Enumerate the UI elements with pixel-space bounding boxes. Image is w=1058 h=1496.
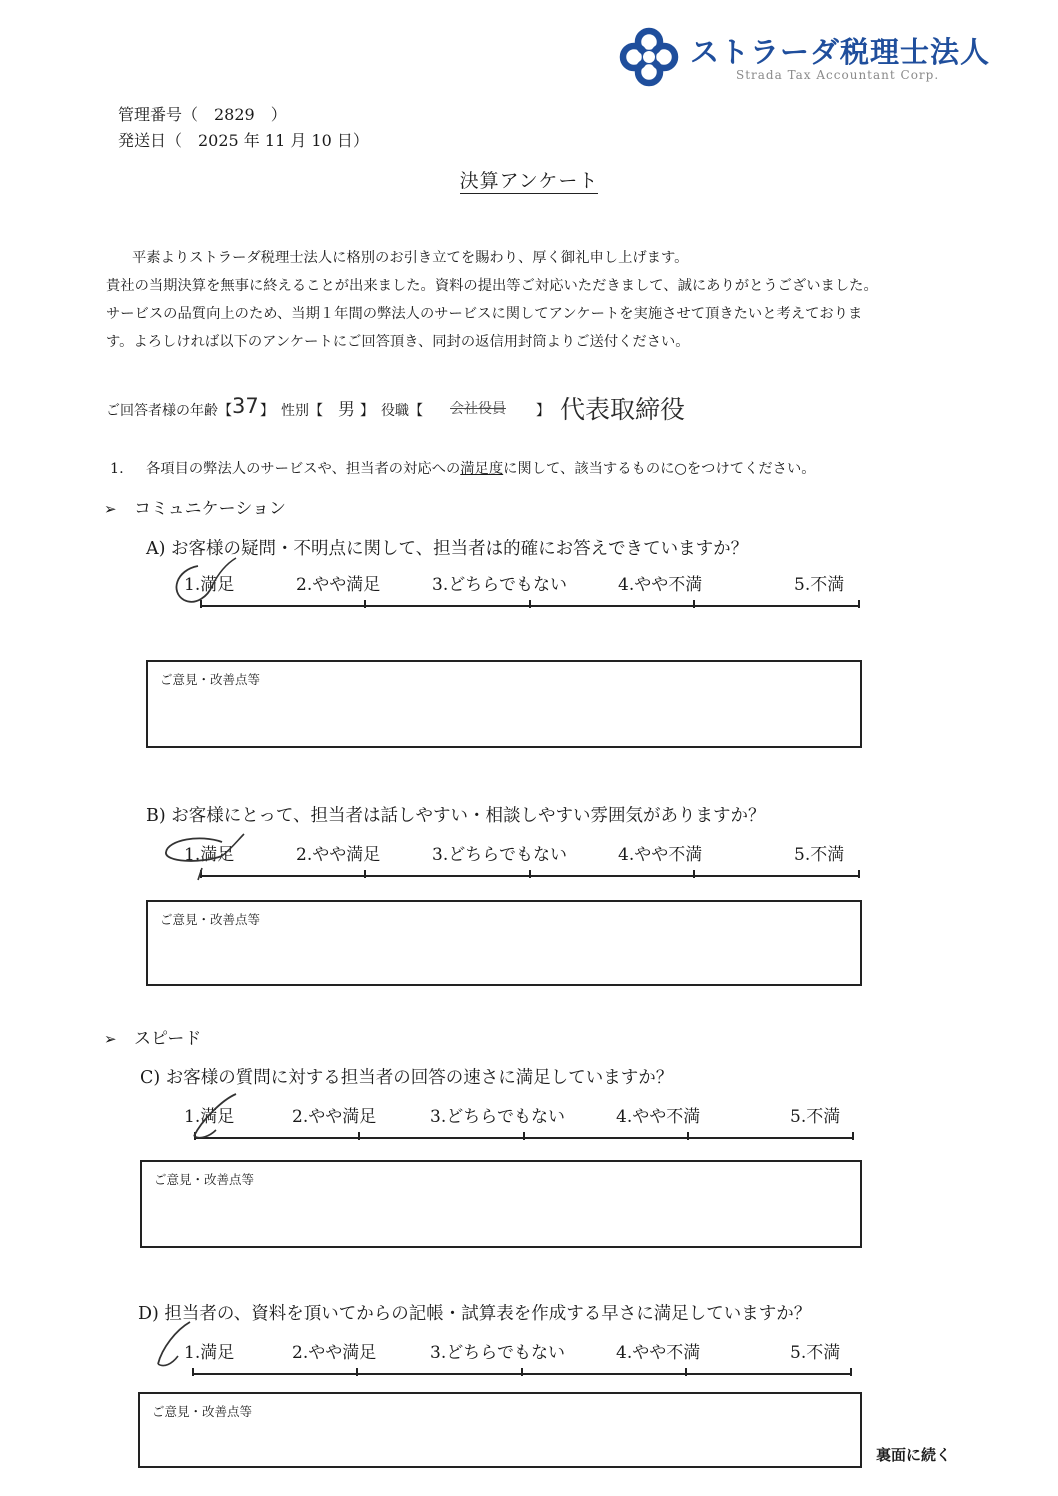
option-dissatisfied[interactable]: 5.不満: [794, 845, 845, 865]
option-neutral[interactable]: 3.どちらでもない: [432, 845, 568, 865]
rating-scale: [200, 600, 860, 612]
circle-mark-a: [168, 556, 258, 616]
option-satisfied[interactable]: 1.満足: [184, 575, 235, 595]
question-b: B) お客様にとって、担当者は話しやすい・相談しやすい雰囲気がありますか？: [146, 806, 766, 826]
option-somewhat-dissatisfied[interactable]: 4.やや不満: [616, 1107, 701, 1127]
page-title: 決算アンケート: [459, 170, 599, 192]
company-logo: [618, 24, 991, 88]
section-speed: ➢ スピード: [104, 1029, 202, 1049]
logo-subtitle: Strada Tax Accountant Corp.: [736, 68, 940, 82]
gender-value: 男: [338, 400, 355, 420]
option-somewhat-dissatisfied[interactable]: 4.やや不満: [618, 845, 703, 865]
arrow-icon: ➢: [104, 1030, 117, 1048]
age-value: 37: [232, 394, 259, 418]
respondent-info: [106, 392, 806, 432]
logo-icon: [618, 26, 680, 88]
option-somewhat-dissatisfied[interactable]: 4.やや不満: [618, 575, 703, 595]
age-label: ご回答者様の年齢【: [106, 403, 232, 419]
comment-box-c[interactable]: [140, 1160, 862, 1248]
intro-line: サービスの品質向上のため、当期１年間の弊法人のサービスに関してアンケートを実施させて頂きたいと考えておりま: [106, 306, 863, 322]
gender-label: 】 性別【: [260, 403, 323, 419]
option-somewhat-satisfied[interactable]: 2.やや満足: [292, 1107, 377, 1127]
option-dissatisfied[interactable]: 5.不満: [790, 1107, 841, 1127]
role-close: 】: [536, 403, 550, 419]
role-value: 代表取締役: [560, 395, 686, 424]
rating-scale: [200, 870, 860, 882]
continue-note: 裏面に続く: [876, 1446, 952, 1464]
option-neutral[interactable]: 3.どちらでもない: [432, 575, 568, 595]
section-communication: ➢ コミュニケーション: [104, 499, 286, 519]
option-neutral[interactable]: 3.どちらでもない: [430, 1107, 566, 1127]
rating-scale: [192, 1368, 852, 1380]
intro-line: 平素よりストラーダ税理士法人に格別のお引き立てを賜わり、厚く御礼申し上げます。: [132, 250, 689, 266]
logo-name: ストラーダ税理士法人: [690, 35, 991, 69]
comment-box-d[interactable]: [138, 1392, 862, 1468]
question-1-instruction: 1. 各項目の弊法人のサービスや、担当者の対応への満足度に関して、該当するものに○をつけてください。: [110, 461, 816, 477]
intro-paragraph: [106, 244, 966, 356]
circle-mark-b: [160, 828, 260, 884]
question-d: D) 担当者の、資料を頂いてからの記帳・試算表を作成する早さに満足していますか？: [138, 1304, 812, 1324]
comment-label: ご意見・改善点等: [154, 1172, 255, 1187]
role-struck-value: 会社役員: [450, 401, 506, 417]
comment-label: ご意見・改善点等: [160, 672, 261, 687]
role-label: 】 役職【: [360, 403, 423, 419]
send-date: 発送日（ 2025 年 11 月 10 日）: [118, 131, 369, 150]
option-dissatisfied[interactable]: 5.不満: [794, 575, 845, 595]
comment-box-b[interactable]: [146, 900, 862, 986]
option-somewhat-satisfied[interactable]: 2.やや満足: [292, 1343, 377, 1363]
option-somewhat-satisfied[interactable]: 2.やや満足: [296, 575, 381, 595]
option-satisfied[interactable]: 1.満足: [184, 845, 235, 865]
intro-line: 貴社の当期決算を無事に終えることが出来ました。資料の提出等ご対応いただきまして、誠にありがとうございました。: [106, 278, 878, 294]
rating-scale: [194, 1132, 854, 1144]
option-somewhat-satisfied[interactable]: 2.やや満足: [296, 845, 381, 865]
options-d: [138, 1338, 858, 1380]
comment-label: ご意見・改善点等: [152, 1404, 253, 1419]
question-a: A) お客様の疑問・不明点に関して、担当者は的確にお答えできていますか？: [146, 539, 749, 559]
comment-label: ご意見・改善点等: [160, 912, 261, 927]
circle-mark-d: [150, 1318, 210, 1378]
option-dissatisfied[interactable]: 5.不満: [790, 1343, 841, 1363]
intro-line: す。よろしければ以下のアンケートにご回答頂き、同封の返信用封筒よりご送付ください。: [106, 334, 690, 350]
circle-mark-c: [180, 1090, 260, 1150]
question-c: C) お客様の質問に対する担当者の回答の速さに満足していますか？: [140, 1068, 674, 1088]
management-number: 管理番号（ 2829 ）: [118, 105, 287, 124]
comment-box-a[interactable]: [146, 660, 862, 748]
option-satisfied[interactable]: 1.満足: [184, 1107, 235, 1127]
option-somewhat-dissatisfied[interactable]: 4.やや不満: [616, 1343, 701, 1363]
option-satisfied[interactable]: 1.満足: [184, 1343, 235, 1363]
arrow-icon: ➢: [104, 500, 117, 518]
option-neutral[interactable]: 3.どちらでもない: [430, 1343, 566, 1363]
